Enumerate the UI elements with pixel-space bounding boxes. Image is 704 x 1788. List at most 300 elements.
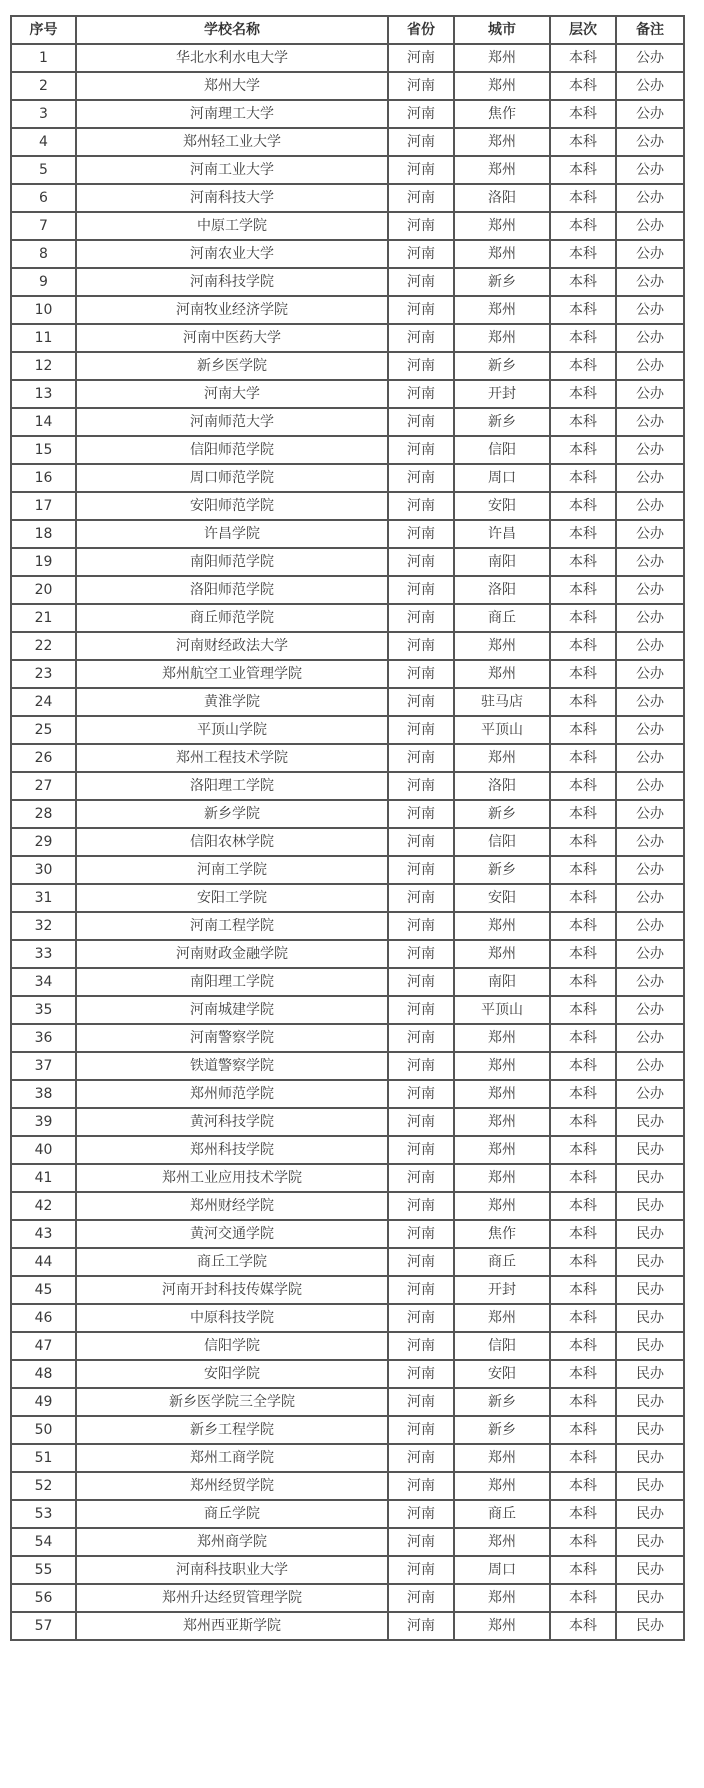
cell-note: 民办	[616, 1360, 684, 1388]
cell-note: 公办	[616, 324, 684, 352]
table-row	[11, 1192, 684, 1220]
cell-note: 民办	[616, 1528, 684, 1556]
cell-province: 河南	[388, 1136, 454, 1164]
cell-province: 河南	[388, 968, 454, 996]
cell-level: 本科	[550, 100, 616, 128]
cell-school-name: 河南开封科技传媒学院	[76, 1276, 388, 1304]
table-row	[11, 660, 684, 688]
cell-note: 公办	[616, 660, 684, 688]
cell-level: 本科	[550, 1444, 616, 1472]
cell-city: 郑州	[454, 296, 550, 324]
cell-school-name: 河南科技职业大学	[76, 1556, 388, 1584]
cell-index: 28	[11, 800, 76, 828]
cell-school-name: 河南师范大学	[76, 408, 388, 436]
cell-city: 郑州	[454, 632, 550, 660]
cell-province: 河南	[388, 772, 454, 800]
cell-note: 公办	[616, 1052, 684, 1080]
cell-note: 公办	[616, 772, 684, 800]
cell-province: 河南	[388, 1052, 454, 1080]
cell-province: 河南	[388, 716, 454, 744]
cell-province: 河南	[388, 156, 454, 184]
cell-school-name: 河南科技学院	[76, 268, 388, 296]
cell-school-name: 商丘工学院	[76, 1248, 388, 1276]
cell-city: 郑州	[454, 912, 550, 940]
cell-index: 57	[11, 1612, 76, 1640]
cell-school-name: 河南科技大学	[76, 184, 388, 212]
cell-school-name: 信阳学院	[76, 1332, 388, 1360]
cell-province: 河南	[388, 1528, 454, 1556]
cell-city: 平顶山	[454, 996, 550, 1024]
cell-school-name: 中原工学院	[76, 212, 388, 240]
cell-school-name: 黄河交通学院	[76, 1220, 388, 1248]
cell-school-name: 洛阳理工学院	[76, 772, 388, 800]
table-header-row	[11, 16, 684, 44]
cell-note: 公办	[616, 1080, 684, 1108]
cell-index: 34	[11, 968, 76, 996]
cell-city: 郑州	[454, 1080, 550, 1108]
cell-note: 公办	[616, 716, 684, 744]
cell-index: 54	[11, 1528, 76, 1556]
cell-city: 新乡	[454, 268, 550, 296]
table-row	[11, 576, 684, 604]
cell-note: 民办	[616, 1500, 684, 1528]
cell-level: 本科	[550, 940, 616, 968]
cell-index: 24	[11, 688, 76, 716]
cell-level: 本科	[550, 1220, 616, 1248]
table-row	[11, 716, 684, 744]
cell-index: 13	[11, 380, 76, 408]
cell-school-name: 郑州轻工业大学	[76, 128, 388, 156]
cell-province: 河南	[388, 100, 454, 128]
cell-city: 郑州	[454, 324, 550, 352]
cell-index: 4	[11, 128, 76, 156]
cell-level: 本科	[550, 856, 616, 884]
cell-province: 河南	[388, 72, 454, 100]
cell-index: 10	[11, 296, 76, 324]
cell-index: 7	[11, 212, 76, 240]
table-row	[11, 632, 684, 660]
table-row	[11, 1024, 684, 1052]
cell-school-name: 郑州商学院	[76, 1528, 388, 1556]
cell-index: 53	[11, 1500, 76, 1528]
cell-note: 公办	[616, 632, 684, 660]
cell-school-name: 郑州工商学院	[76, 1444, 388, 1472]
cell-level: 本科	[550, 1164, 616, 1192]
cell-note: 公办	[616, 492, 684, 520]
table-row	[11, 436, 684, 464]
cell-level: 本科	[550, 324, 616, 352]
cell-province: 河南	[388, 1388, 454, 1416]
cell-note: 公办	[616, 800, 684, 828]
table-row	[11, 1360, 684, 1388]
cell-province: 河南	[388, 1584, 454, 1612]
cell-city: 商丘	[454, 1500, 550, 1528]
cell-note: 公办	[616, 408, 684, 436]
cell-city: 平顶山	[454, 716, 550, 744]
cell-note: 公办	[616, 296, 684, 324]
cell-school-name: 河南财经政法大学	[76, 632, 388, 660]
cell-city: 商丘	[454, 1248, 550, 1276]
cell-index: 38	[11, 1080, 76, 1108]
cell-level: 本科	[550, 1332, 616, 1360]
cell-province: 河南	[388, 520, 454, 548]
cell-school-name: 新乡医学院三全学院	[76, 1388, 388, 1416]
cell-note: 民办	[616, 1276, 684, 1304]
cell-city: 商丘	[454, 604, 550, 632]
cell-school-name: 郑州升达经贸管理学院	[76, 1584, 388, 1612]
cell-level: 本科	[550, 548, 616, 576]
cell-city: 信阳	[454, 436, 550, 464]
cell-index: 25	[11, 716, 76, 744]
cell-note: 公办	[616, 856, 684, 884]
cell-index: 44	[11, 1248, 76, 1276]
cell-school-name: 郑州工程技术学院	[76, 744, 388, 772]
cell-province: 河南	[388, 632, 454, 660]
cell-province: 河南	[388, 1360, 454, 1388]
cell-note: 民办	[616, 1584, 684, 1612]
cell-city: 新乡	[454, 856, 550, 884]
cell-index: 50	[11, 1416, 76, 1444]
table-row	[11, 380, 684, 408]
cell-province: 河南	[388, 828, 454, 856]
cell-city: 郑州	[454, 1472, 550, 1500]
cell-school-name: 信阳师范学院	[76, 436, 388, 464]
cell-note: 公办	[616, 520, 684, 548]
cell-index: 20	[11, 576, 76, 604]
table-row	[11, 100, 684, 128]
cell-index: 40	[11, 1136, 76, 1164]
table-row	[11, 296, 684, 324]
cell-note: 公办	[616, 968, 684, 996]
cell-level: 本科	[550, 968, 616, 996]
cell-level: 本科	[550, 1080, 616, 1108]
cell-province: 河南	[388, 688, 454, 716]
cell-note: 民办	[616, 1444, 684, 1472]
cell-index: 3	[11, 100, 76, 128]
cell-index: 22	[11, 632, 76, 660]
cell-province: 河南	[388, 380, 454, 408]
cell-school-name: 河南农业大学	[76, 240, 388, 268]
table-row	[11, 520, 684, 548]
cell-level: 本科	[550, 688, 616, 716]
cell-province: 河南	[388, 1108, 454, 1136]
cell-school-name: 铁道警察学院	[76, 1052, 388, 1080]
cell-note: 公办	[616, 604, 684, 632]
cell-note: 民办	[616, 1556, 684, 1584]
cell-province: 河南	[388, 212, 454, 240]
table-row	[11, 1052, 684, 1080]
cell-school-name: 郑州航空工业管理学院	[76, 660, 388, 688]
table-row	[11, 1332, 684, 1360]
cell-note: 公办	[616, 268, 684, 296]
cell-school-name: 郑州工业应用技术学院	[76, 1164, 388, 1192]
cell-level: 本科	[550, 492, 616, 520]
cell-city: 郑州	[454, 1584, 550, 1612]
cell-note: 民办	[616, 1472, 684, 1500]
cell-city: 新乡	[454, 352, 550, 380]
cell-province: 河南	[388, 548, 454, 576]
cell-city: 郑州	[454, 1304, 550, 1332]
cell-school-name: 中原科技学院	[76, 1304, 388, 1332]
cell-index: 8	[11, 240, 76, 268]
cell-level: 本科	[550, 1416, 616, 1444]
cell-province: 河南	[388, 352, 454, 380]
table-row	[11, 1304, 684, 1332]
cell-note: 公办	[616, 100, 684, 128]
cell-index: 35	[11, 996, 76, 1024]
table-row	[11, 1136, 684, 1164]
cell-school-name: 商丘学院	[76, 1500, 388, 1528]
cell-level: 本科	[550, 464, 616, 492]
cell-index: 51	[11, 1444, 76, 1472]
cell-city: 洛阳	[454, 184, 550, 212]
cell-city: 郑州	[454, 660, 550, 688]
cell-school-name: 安阳工学院	[76, 884, 388, 912]
cell-index: 11	[11, 324, 76, 352]
table-row	[11, 940, 684, 968]
cell-city: 郑州	[454, 1136, 550, 1164]
cell-level: 本科	[550, 212, 616, 240]
cell-province: 河南	[388, 884, 454, 912]
cell-city: 信阳	[454, 1332, 550, 1360]
cell-level: 本科	[550, 436, 616, 464]
cell-note: 公办	[616, 240, 684, 268]
cell-school-name: 河南城建学院	[76, 996, 388, 1024]
cell-note: 民办	[616, 1248, 684, 1276]
cell-level: 本科	[550, 1024, 616, 1052]
cell-level: 本科	[550, 520, 616, 548]
cell-index: 36	[11, 1024, 76, 1052]
cell-province: 河南	[388, 800, 454, 828]
cell-level: 本科	[550, 72, 616, 100]
cell-index: 17	[11, 492, 76, 520]
cell-province: 河南	[388, 1444, 454, 1472]
cell-city: 郑州	[454, 1024, 550, 1052]
cell-level: 本科	[550, 1360, 616, 1388]
cell-province: 河南	[388, 436, 454, 464]
header-index: 序号	[11, 16, 76, 44]
cell-level: 本科	[550, 156, 616, 184]
cell-school-name: 华北水利水电大学	[76, 44, 388, 72]
cell-level: 本科	[550, 800, 616, 828]
table-row	[11, 324, 684, 352]
cell-province: 河南	[388, 1416, 454, 1444]
cell-note: 公办	[616, 464, 684, 492]
cell-level: 本科	[550, 1192, 616, 1220]
header-province: 省份	[388, 16, 454, 44]
cell-school-name: 南阳师范学院	[76, 548, 388, 576]
cell-note: 公办	[616, 940, 684, 968]
cell-province: 河南	[388, 464, 454, 492]
cell-index: 14	[11, 408, 76, 436]
cell-index: 9	[11, 268, 76, 296]
cell-province: 河南	[388, 744, 454, 772]
cell-index: 33	[11, 940, 76, 968]
cell-note: 民办	[616, 1192, 684, 1220]
cell-level: 本科	[550, 1052, 616, 1080]
table-row	[11, 464, 684, 492]
table-row	[11, 1528, 684, 1556]
cell-note: 公办	[616, 548, 684, 576]
cell-level: 本科	[550, 1500, 616, 1528]
cell-school-name: 郑州大学	[76, 72, 388, 100]
cell-city: 开封	[454, 1276, 550, 1304]
cell-school-name: 平顶山学院	[76, 716, 388, 744]
cell-province: 河南	[388, 996, 454, 1024]
cell-school-name: 河南工学院	[76, 856, 388, 884]
cell-level: 本科	[550, 352, 616, 380]
cell-index: 27	[11, 772, 76, 800]
cell-city: 郑州	[454, 44, 550, 72]
cell-province: 河南	[388, 268, 454, 296]
cell-note: 公办	[616, 72, 684, 100]
cell-province: 河南	[388, 296, 454, 324]
cell-province: 河南	[388, 940, 454, 968]
table-row	[11, 156, 684, 184]
cell-city: 郑州	[454, 72, 550, 100]
table-row	[11, 1556, 684, 1584]
cell-school-name: 河南大学	[76, 380, 388, 408]
cell-level: 本科	[550, 632, 616, 660]
cell-index: 32	[11, 912, 76, 940]
table-row	[11, 856, 684, 884]
table-row	[11, 688, 684, 716]
cell-city: 郑州	[454, 1164, 550, 1192]
cell-province: 河南	[388, 856, 454, 884]
cell-note: 公办	[616, 156, 684, 184]
cell-province: 河南	[388, 492, 454, 520]
cell-province: 河南	[388, 1164, 454, 1192]
cell-school-name: 郑州经贸学院	[76, 1472, 388, 1500]
cell-province: 河南	[388, 1080, 454, 1108]
cell-level: 本科	[550, 660, 616, 688]
cell-school-name: 河南理工大学	[76, 100, 388, 128]
cell-note: 公办	[616, 352, 684, 380]
cell-province: 河南	[388, 324, 454, 352]
table-row	[11, 772, 684, 800]
cell-index: 5	[11, 156, 76, 184]
cell-level: 本科	[550, 1528, 616, 1556]
cell-city: 周口	[454, 1556, 550, 1584]
cell-province: 河南	[388, 1220, 454, 1248]
table-row	[11, 128, 684, 156]
cell-school-name: 洛阳师范学院	[76, 576, 388, 604]
cell-city: 安阳	[454, 492, 550, 520]
table-row	[11, 240, 684, 268]
cell-province: 河南	[388, 1556, 454, 1584]
cell-note: 民办	[616, 1388, 684, 1416]
table-row	[11, 1472, 684, 1500]
cell-note: 公办	[616, 744, 684, 772]
cell-note: 公办	[616, 436, 684, 464]
cell-index: 19	[11, 548, 76, 576]
cell-city: 安阳	[454, 884, 550, 912]
cell-school-name: 河南工程学院	[76, 912, 388, 940]
cell-province: 河南	[388, 1276, 454, 1304]
cell-level: 本科	[550, 1612, 616, 1640]
cell-province: 河南	[388, 1024, 454, 1052]
cell-school-name: 新乡工程学院	[76, 1416, 388, 1444]
cell-school-name: 信阳农林学院	[76, 828, 388, 856]
cell-province: 河南	[388, 660, 454, 688]
table-row	[11, 492, 684, 520]
cell-level: 本科	[550, 1584, 616, 1612]
cell-note: 公办	[616, 128, 684, 156]
cell-city: 新乡	[454, 1388, 550, 1416]
cell-level: 本科	[550, 1388, 616, 1416]
cell-school-name: 周口师范学院	[76, 464, 388, 492]
cell-school-name: 安阳师范学院	[76, 492, 388, 520]
cell-city: 郑州	[454, 212, 550, 240]
cell-note: 民办	[616, 1164, 684, 1192]
cell-city: 郑州	[454, 128, 550, 156]
cell-note: 民办	[616, 1612, 684, 1640]
cell-province: 河南	[388, 1192, 454, 1220]
header-school-name: 学校名称	[76, 16, 388, 44]
cell-note: 公办	[616, 1024, 684, 1052]
cell-province: 河南	[388, 408, 454, 436]
cell-note: 民办	[616, 1332, 684, 1360]
cell-city: 驻马店	[454, 688, 550, 716]
cell-level: 本科	[550, 296, 616, 324]
cell-school-name: 河南牧业经济学院	[76, 296, 388, 324]
cell-city: 焦作	[454, 1220, 550, 1248]
cell-note: 民办	[616, 1136, 684, 1164]
table-row	[11, 1276, 684, 1304]
cell-school-name: 南阳理工学院	[76, 968, 388, 996]
cell-note: 公办	[616, 912, 684, 940]
cell-city: 郑州	[454, 1108, 550, 1136]
table-row	[11, 1444, 684, 1472]
cell-school-name: 许昌学院	[76, 520, 388, 548]
cell-city: 新乡	[454, 800, 550, 828]
cell-level: 本科	[550, 408, 616, 436]
cell-school-name: 安阳学院	[76, 1360, 388, 1388]
cell-index: 39	[11, 1108, 76, 1136]
cell-city: 郑州	[454, 240, 550, 268]
cell-city: 信阳	[454, 828, 550, 856]
cell-index: 6	[11, 184, 76, 212]
table-row	[11, 800, 684, 828]
cell-province: 河南	[388, 1304, 454, 1332]
cell-city: 许昌	[454, 520, 550, 548]
cell-city: 开封	[454, 380, 550, 408]
cell-note: 公办	[616, 44, 684, 72]
cell-city: 郑州	[454, 744, 550, 772]
cell-province: 河南	[388, 912, 454, 940]
table-row	[11, 1584, 684, 1612]
cell-city: 郑州	[454, 1612, 550, 1640]
university-table-container	[10, 15, 685, 1641]
cell-city: 郑州	[454, 1528, 550, 1556]
cell-level: 本科	[550, 184, 616, 212]
cell-index: 26	[11, 744, 76, 772]
cell-level: 本科	[550, 1136, 616, 1164]
cell-level: 本科	[550, 1276, 616, 1304]
cell-index: 37	[11, 1052, 76, 1080]
cell-index: 45	[11, 1276, 76, 1304]
cell-city: 洛阳	[454, 576, 550, 604]
table-row	[11, 268, 684, 296]
cell-city: 南阳	[454, 968, 550, 996]
cell-note: 公办	[616, 828, 684, 856]
cell-level: 本科	[550, 772, 616, 800]
cell-city: 郑州	[454, 940, 550, 968]
cell-level: 本科	[550, 1248, 616, 1276]
cell-school-name: 郑州科技学院	[76, 1136, 388, 1164]
table-row	[11, 408, 684, 436]
cell-level: 本科	[550, 576, 616, 604]
